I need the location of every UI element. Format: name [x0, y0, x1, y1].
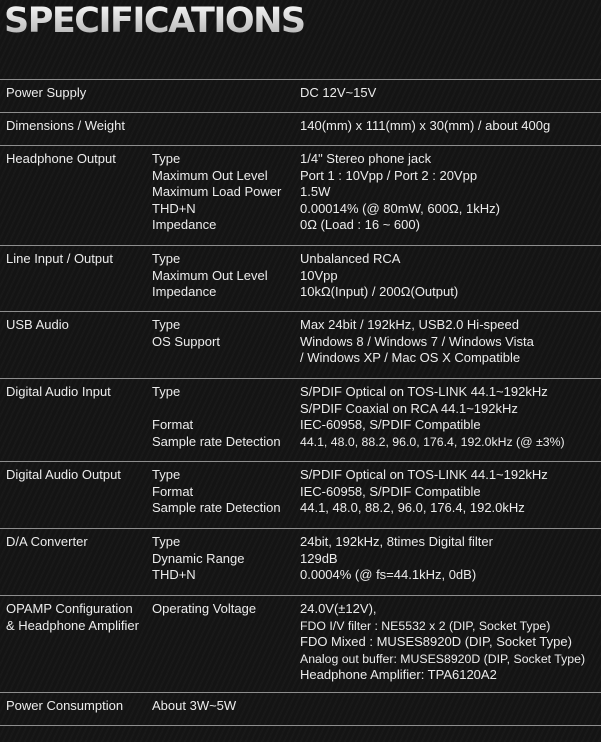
spec-category-label: Power Consumption [6, 698, 124, 713]
spec-category [0, 251, 152, 306]
spec-values [300, 484, 601, 501]
spec-item [152, 698, 601, 715]
spec-value: IEC-60958, S/PDIF Compatible [300, 417, 481, 432]
spec-values [300, 268, 601, 285]
spec-value: 0.00014% (@ 80mW, 600Ω, 1kHz) [300, 200, 500, 216]
spec-value: FDO I/V filter : NE5532 x 2 (DIP, Socket Type) [300, 618, 551, 633]
spec-item [152, 500, 601, 517]
spec-category [0, 698, 152, 720]
spec-category [0, 384, 152, 456]
spec-value: Port 1 : 10Vpp / Port 2 : 20Vpp [300, 167, 478, 183]
spec-items [152, 384, 601, 456]
spec-item [152, 601, 601, 684]
spec-key [152, 118, 300, 135]
spec-value: Headphone Amplifier: TPA6120A2 [300, 667, 497, 682]
spec-values [300, 534, 601, 551]
spec-category-label: USB Audio [6, 317, 69, 332]
spec-value: 44.1, 48.0, 88.2, 96.0, 176.4, 192.0kHz [300, 500, 525, 515]
spec-category [0, 151, 152, 240]
spec-item [152, 484, 601, 501]
spec-category [0, 85, 152, 107]
spec-key: Format [152, 483, 194, 499]
spec-row [0, 112, 601, 145]
spec-key: THD+N [152, 200, 196, 216]
spec-table [0, 79, 601, 726]
spec-value: IEC-60958, S/PDIF Compatible [300, 483, 481, 499]
spec-row [0, 245, 601, 311]
spec-value: / Windows XP / Mac OS X Compatible [300, 350, 521, 365]
spec-item [152, 118, 601, 135]
spec-item [152, 217, 601, 234]
page-title: SPECIFICATIONS [4, 1, 305, 41]
spec-item [152, 334, 601, 367]
spec-key: Type [152, 151, 181, 166]
spec-item [152, 551, 601, 568]
spec-row [0, 79, 601, 112]
spec-row [0, 692, 601, 726]
spec-values [300, 334, 601, 367]
spec-value: FDO Mixed : MUSES8920D (DIP, Socket Type) [300, 634, 572, 649]
spec-values [300, 317, 601, 334]
spec-items [152, 601, 601, 687]
spec-items [152, 118, 601, 140]
spec-values [300, 168, 601, 185]
spec-values [300, 417, 601, 434]
spec-value: DC 12V~15V [300, 85, 377, 100]
spec-row [0, 595, 601, 692]
spec-value: Unbalanced RCA [300, 251, 401, 266]
spec-category-label: Digital Audio Input [6, 384, 111, 399]
spec-category-label: D/A Converter [6, 534, 88, 549]
spec-values [300, 201, 601, 218]
spec-values [300, 500, 601, 517]
spec-value: S/PDIF Optical on TOS-LINK 44.1~192kHz [300, 384, 548, 399]
spec-item [152, 168, 601, 185]
spec-values [300, 434, 601, 451]
spec-item [152, 434, 601, 451]
spec-key: Type [152, 251, 181, 266]
spec-category-label: OPAMP Configuration [6, 601, 133, 616]
spec-category-label: Power Supply [6, 85, 87, 100]
spec-items [152, 317, 601, 373]
spec-value: 10kΩ(Input) / 200Ω(Output) [300, 284, 459, 299]
spec-category-label: Line Input / Output [6, 251, 113, 266]
spec-category [0, 118, 152, 140]
spec-items [152, 85, 601, 107]
spec-values [300, 118, 601, 135]
spec-category-label: Dimensions / Weight [6, 118, 125, 133]
spec-key: Type [152, 384, 181, 399]
spec-item [152, 534, 601, 551]
spec-values [300, 251, 601, 268]
spec-value: Windows 8 / Windows 7 / Windows Vista [300, 333, 534, 349]
spec-item [152, 85, 601, 102]
spec-key [152, 85, 300, 102]
spec-row [0, 461, 601, 528]
spec-key: OS Support [152, 333, 220, 349]
spec-key: Type [152, 317, 181, 332]
spec-value: 0Ω (Load : 16 ~ 600) [300, 217, 420, 232]
spec-items [152, 251, 601, 306]
spec-items [152, 534, 601, 590]
spec-values [300, 601, 601, 684]
spec-key: Operating Voltage [152, 601, 257, 616]
spec-value: 1.5W [300, 184, 331, 199]
spec-item [152, 567, 601, 584]
spec-row [0, 145, 601, 245]
spec-values [300, 217, 601, 234]
spec-value: S/PDIF Coaxial on RCA 44.1~192kHz [300, 400, 518, 416]
spec-category [0, 601, 152, 687]
spec-value: 129dB [300, 550, 338, 566]
spec-values [300, 467, 601, 484]
spec-item [152, 251, 601, 268]
spec-row [0, 378, 601, 461]
spec-key: Format [152, 417, 194, 432]
spec-value: 140(mm) x 111(mm) x 30(mm) / about 400g [300, 118, 551, 133]
spec-value: 24.0V(±12V), [300, 601, 377, 616]
spec-item [152, 467, 601, 484]
spec-key: About 3W~5W [152, 698, 237, 713]
spec-items [152, 467, 601, 523]
spec-value: 44.1, 48.0, 88.2, 96.0, 176.4, 192.0kHz (@ ±3%) [300, 434, 565, 449]
spec-item [152, 284, 601, 301]
spec-key: Type [152, 467, 181, 482]
spec-category [0, 317, 152, 373]
spec-key: Sample rate Detection [152, 500, 281, 515]
spec-value: 1/4" Stereo phone jack [300, 151, 432, 166]
spec-item [152, 384, 601, 417]
spec-key: Impedance [152, 217, 217, 232]
spec-value: Max 24bit / 192kHz, USB2.0 Hi-speed [300, 317, 519, 332]
spec-key: Dynamic Range [152, 550, 245, 566]
spec-category-label: Digital Audio Output [6, 467, 121, 482]
spec-values [300, 151, 601, 168]
spec-item [152, 151, 601, 168]
spec-value: 24bit, 192kHz, 8times Digital filter [300, 534, 493, 549]
spec-row [0, 311, 601, 378]
spec-category [0, 534, 152, 590]
spec-values [300, 85, 601, 102]
spec-key: THD+N [152, 567, 196, 582]
spec-key: Sample rate Detection [152, 433, 281, 449]
spec-item [152, 417, 601, 434]
spec-value: 10Vpp [300, 267, 338, 283]
spec-value: S/PDIF Optical on TOS-LINK 44.1~192kHz [300, 467, 548, 482]
spec-category [0, 467, 152, 523]
spec-item [152, 201, 601, 218]
spec-value: 0.0004% (@ fs=44.1kHz, 0dB) [300, 567, 477, 582]
spec-key: Maximum Out Level [152, 167, 268, 183]
spec-item [152, 268, 601, 285]
spec-values [300, 284, 601, 301]
spec-category-label: & Headphone Amplifier [6, 617, 139, 633]
spec-item [152, 184, 601, 201]
spec-value: Analog out buffer: MUSES8920D (DIP, Socket Type) [300, 651, 586, 666]
spec-key: Type [152, 534, 181, 549]
spec-values [236, 698, 601, 715]
spec-items [152, 698, 601, 720]
spec-values [300, 184, 601, 201]
spec-values [300, 384, 601, 417]
spec-key: Impedance [152, 284, 217, 299]
spec-key: Maximum Out Level [152, 267, 268, 283]
spec-items [152, 151, 601, 240]
spec-row [0, 528, 601, 595]
spec-values [300, 567, 601, 584]
spec-category-label: Headphone Output [6, 151, 116, 166]
spec-key: Maximum Load Power [152, 184, 282, 199]
spec-item [152, 317, 601, 334]
spec-values [300, 551, 601, 568]
